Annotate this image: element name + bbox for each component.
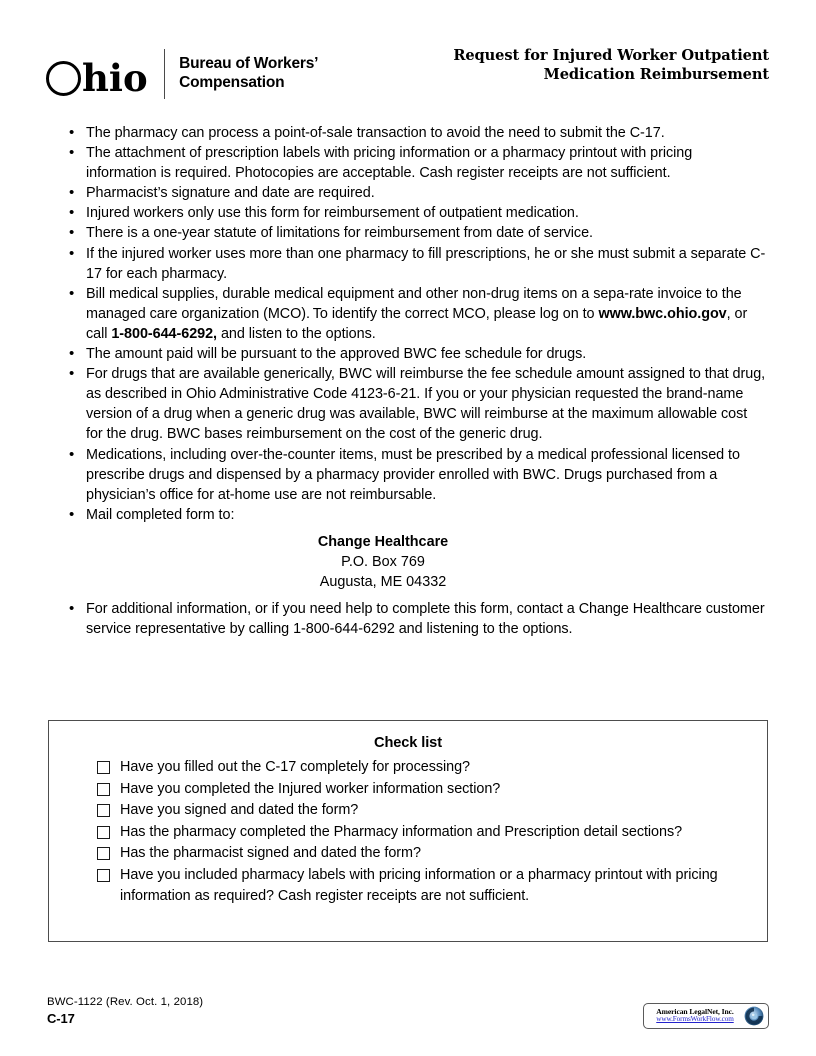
list-item-text: If the injured worker uses more than one pharmacy to fill prescriptions, he or she must submit a separate C-17 for each pharmacy. — [86, 245, 766, 282]
legalnet-swirl-icon — [743, 1005, 765, 1027]
list-item-text: The amount paid will be pursuant to the approved BWC fee schedule for drugs. — [86, 346, 587, 363]
checkbox-icon[interactable] — [97, 847, 110, 860]
checklist-item-label: Has the pharmacist signed and dated the form? — [120, 845, 421, 862]
logo-divider — [164, 49, 166, 99]
bullet-icon — [60, 223, 86, 243]
bullet-icon — [60, 143, 86, 163]
agency-name — [179, 55, 318, 93]
list-item — [60, 183, 766, 203]
legalnet-url-link[interactable]: www.FormsWorkFlow.com — [656, 1015, 734, 1024]
ohio-wordmark — [46, 55, 148, 100]
checklist-panel — [48, 720, 768, 942]
bwc-phone-number: 1-800-644-6292, — [111, 325, 218, 342]
list-item — [60, 364, 766, 444]
checklist-item-label: Have you completed the Injured worker information section? — [120, 780, 501, 797]
checklist-row[interactable] — [97, 800, 745, 821]
page-title — [369, 46, 769, 85]
ohio-o-circle-icon — [46, 61, 81, 96]
page-title-line2: Medication Reimbursement — [543, 66, 769, 84]
checkbox-icon[interactable] — [97, 826, 110, 839]
bullet-icon — [60, 344, 86, 364]
list-item-text: There is a one-year statute of limitations for reimbursement from date of service. — [86, 225, 593, 242]
checklist-items — [49, 757, 767, 906]
list-item — [60, 445, 766, 505]
list-item — [60, 599, 766, 639]
list-item-text: The pharmacy can process a point-of-sale transaction to avoid the need to submit the C-17. — [86, 125, 665, 141]
list-item — [60, 244, 766, 284]
checklist-row[interactable] — [97, 779, 745, 800]
legalnet-badge[interactable] — [643, 1003, 769, 1029]
mailing-address-line1: P.O. Box 769 — [341, 554, 425, 571]
bullet-icon — [60, 505, 86, 525]
form-revision: BWC-1122 (Rev. Oct. 1, 2018) — [47, 996, 204, 1008]
mco-text-b: , or call — [86, 305, 748, 342]
list-item — [60, 143, 766, 183]
bullet-icon — [60, 244, 86, 264]
checklist-row[interactable] — [97, 843, 745, 864]
agency-name-line1: Bureau of Workers’ — [179, 55, 319, 73]
list-item-text: Pharmacist’s signature and date are required. — [86, 185, 375, 202]
bwc-website-link[interactable]: www.bwc.ohio.gov — [598, 305, 727, 322]
checklist-item-label: Have you included pharmacy labels with pricing information or a pharmacy printout with pricing information as required? Cash register receipts are not sufficient. — [120, 866, 718, 904]
mailing-address-line2: Augusta, ME 04332 — [319, 574, 447, 591]
checkbox-icon[interactable] — [97, 804, 110, 817]
list-item-text: Medications, including over-the-counter items, must be prescribed by a medical professional licensed to prescribe drugs and dispensed by a pharmacy provider enrolled with BWC. Drugs purchased from a physician’s office for at-home use are not reimbursable. — [86, 446, 740, 503]
list-item-text — [86, 284, 766, 344]
list-item — [60, 203, 766, 223]
legalnet-company-name: American LegalNet, Inc. — [656, 1007, 734, 1017]
form-code: C-17 — [47, 1011, 75, 1026]
checkbox-icon[interactable] — [97, 869, 110, 882]
checklist-item-label: Has the pharmacy completed the Pharmacy information and Prescription detail sections? — [120, 823, 683, 840]
mailing-address-name: Change Healthcare — [317, 533, 449, 550]
bwc-logo — [46, 44, 318, 104]
bullet-icon — [60, 123, 86, 143]
footer-form-info — [47, 995, 203, 1027]
checklist-row[interactable] — [97, 822, 745, 843]
page-title-line1: Request for Injured Worker Outpatient — [453, 47, 769, 64]
list-item-text: For additional information, or if you need help to complete this form, contact a Change Healthcare customer service representative by calling 1-800-644-6292 and listening to the options. — [86, 600, 765, 637]
instructions-list — [60, 123, 766, 639]
list-item-mail-to — [60, 505, 766, 525]
checklist-item-label: Have you signed and dated the form? — [120, 802, 359, 819]
checklist-row[interactable] — [97, 865, 745, 906]
checklist-title: Check list — [374, 735, 442, 751]
list-item-text: For drugs that are available generically, BWC will reimburse the fee schedule amount assigned to that drug, as described in Ohio Administrative Code 4123-6-21. If you or your physician requested the brand-name version of a drug when a generic drug was available, BWC will reimburse at the maximum allowable cost for the drug. BWC bases reimbursement on the cost of the generic drug. — [86, 366, 766, 443]
agency-name-line2: Compensation — [179, 74, 285, 91]
list-item — [60, 123, 766, 143]
bullet-icon — [60, 445, 86, 465]
bullet-icon — [60, 599, 86, 619]
legalnet-text — [647, 1008, 743, 1024]
page-header — [0, 44, 816, 110]
bullet-icon — [60, 183, 86, 203]
mailing-address — [60, 532, 766, 593]
bullet-icon — [60, 284, 86, 304]
mco-text-a: Bill medical supplies, durable medical equipment and other non-drug items on a sepa-rate invoice to the managed care organization (MCO). To identify the correct MCO, please log on to — [86, 285, 742, 322]
ohio-wordmark-text: hio — [82, 55, 148, 100]
bullet-icon — [60, 203, 86, 223]
list-item-text: Injured workers only use this form for reimbursement of outpatient medication. — [86, 205, 579, 222]
list-item-text: The attachment of prescription labels with pricing information or a pharmacy printout with pricing information is required. Photocopies are acceptable. Cash register receipts are not sufficient. — [86, 145, 693, 182]
bullet-icon — [60, 364, 86, 384]
checkbox-icon[interactable] — [97, 761, 110, 774]
checkbox-icon[interactable] — [97, 783, 110, 796]
list-item-mco — [60, 284, 766, 344]
list-item — [60, 223, 766, 243]
list-item-text: Mail completed form to: — [86, 506, 235, 523]
checklist-item-label: Have you filled out the C-17 completely for processing? — [120, 759, 471, 775]
checklist-row[interactable] — [97, 757, 745, 778]
mco-text-c: and listen to the options. — [217, 325, 376, 342]
list-item — [60, 344, 766, 364]
